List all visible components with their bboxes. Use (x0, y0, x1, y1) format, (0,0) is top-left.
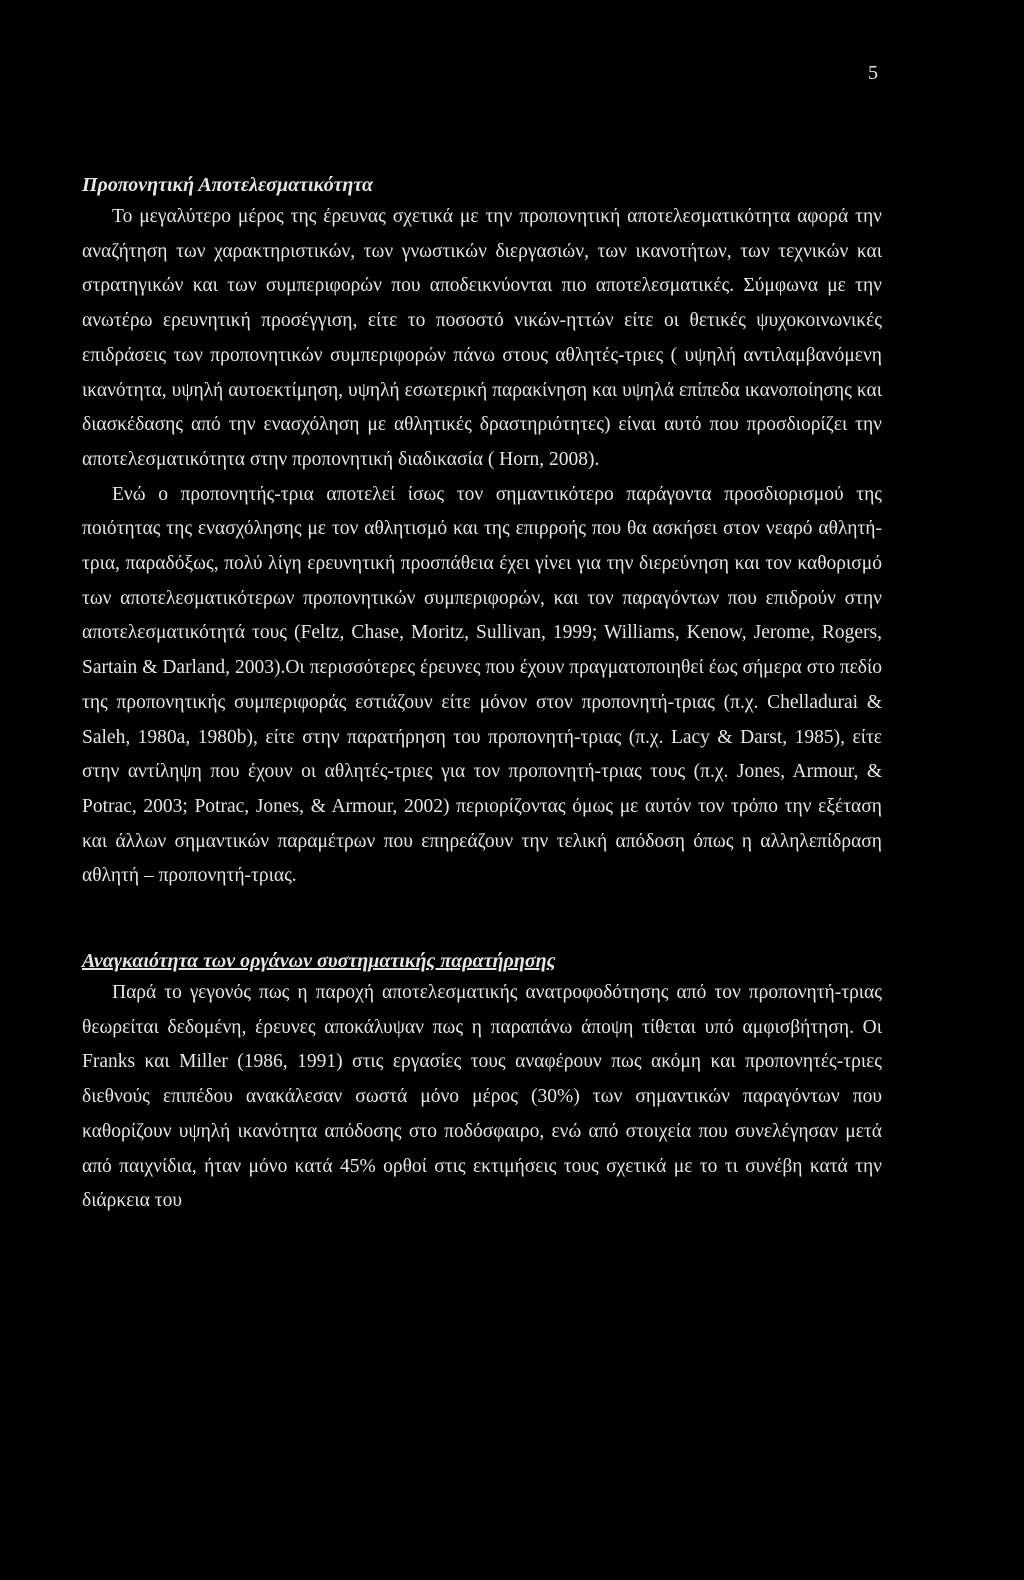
paragraph: Παρά το γεγονός πως η παροχή αποτελεσματικής ανατροφοδότησης από τον προπονητή-τριας θεωρείται δεδομένη, έρευνες αποκάλυψαν πως η παραπάνω άποψη τίθεται υπό αμφισβήτηση. Οι Franks και Miller (1986, 1991) στις εργασίες τους αναφέρουν πως ακόμη και προπονητές-τριες διεθνούς επιπέδου ανακάλεσαν σωστά μόνο μέρος (30%) των σημαντικών παραγόντων που καθορίζουν υψηλή ικανότητα απόδοσης στο ποδόσφαιρο, ενώ από στοιχεία που συνελέγησαν μετά από παιχνίδια, ήταν μόνο κατά 45% ορθοί στις εκτιμήσεις τους σχετικά με το τι συνέβη κατά την διάρκεια του (82, 982, 882, 1212)
paragraph: Ενώ ο προπονητής-τρια αποτελεί ίσως τον σημαντικότερο παράγοντα προσδιορισμού της ποιότητας της ενασχόλησης με τον αθλητισμό και της επιρροής που θα ασκήσει στον νεαρό αθλητή-τρια, παραδόξως, πολύ λίγη ερευνητική προσπάθεια έχει γίνει για την διερεύνηση και τον καθορισμό των αποτελεσματικότερων προπονητικών συμπεριφορών, και τον παραγόντων που επιδρούν στην αποτελεσματικότητά τους (Feltz, Chase, Moritz, Sullivan, 1999; Williams, Kenow, Jerome, Rogers, Sartain & Darland, 2003).Οι περισσότερες έρευνες που έχουν πραγματοποιηθεί έως σήμερα στο πεδίο της προπονητικής συμπεριφοράς εστιάζουν είτε μόνον στον προπονητή-τριας (π.χ. Chelladurai & Saleh, 1980a, 1980b), είτε στην παρατήρηση του προπονητή-τριας (π.χ. Lacy & Darst, 1985), είτε στην αντίληψη που έχουν οι αθλητές-τριες για τον προπονητή-τριας τους (π.χ. Jones, Armour, & Potrac, 2003; Potrac, Jones, & Armour, 2002) περιορίζοντας όμως με αυτόν τον τρόπο την εξέταση και άλλων σημαντικών παραμέτρων που επηρεάζουν την τελική απόδοση όπως η αλληλεπίδραση αθλητή – προπονητή-τριας. (82, 483, 882, 887)
document-body (82, 170, 882, 1219)
section-heading: Προπονητική Αποτελεσματικότητα (82, 174, 374, 196)
paragraph: Το μεγαλύτερο μέρος της έρευνας σχετικά με την προπονητική αποτελεσματικότητα αφορά την αναζήτηση των χαρακτηριστικών, των γνωστικών διεργασιών, των ικανοτήτων, των τεχνικών και στρατηγικών και των συμπεριφορών που αποδεικνύονται πιο αποτελεσματικές. Σύμφωνα με την ανωτέρω ερευνητική προσέγγιση, είτε το ποσοστό νικών-ηττών είτε οι θετικές ψυχοκοινωνικές επιδράσεις των προπονητικών συμπεριφορών πάνω στους αθλητές-τριες ( υψηλή αντιλαμβανόμενη ικανότητα, υψηλή αυτοεκτίμηση, υψηλή εσωτερική παρακίνηση και υψηλά επίπεδα ικανοποίησης και διασκέδασης από την ενασχόληση με αθλητικές δραστηριότητες) είναι αυτό που προσδιορίζει την αποτελεσματικότητα στην προπονητική διαδικασία ( Horn, 2008). (82, 206, 882, 470)
section-heading: Αναγκαιότητα των οργάνων συστηματικής παρατήρησης (82, 950, 556, 973)
page-number: 5 (868, 62, 878, 84)
section-coaching-effectiveness (82, 170, 882, 894)
section-observation-instruments (82, 946, 882, 1219)
